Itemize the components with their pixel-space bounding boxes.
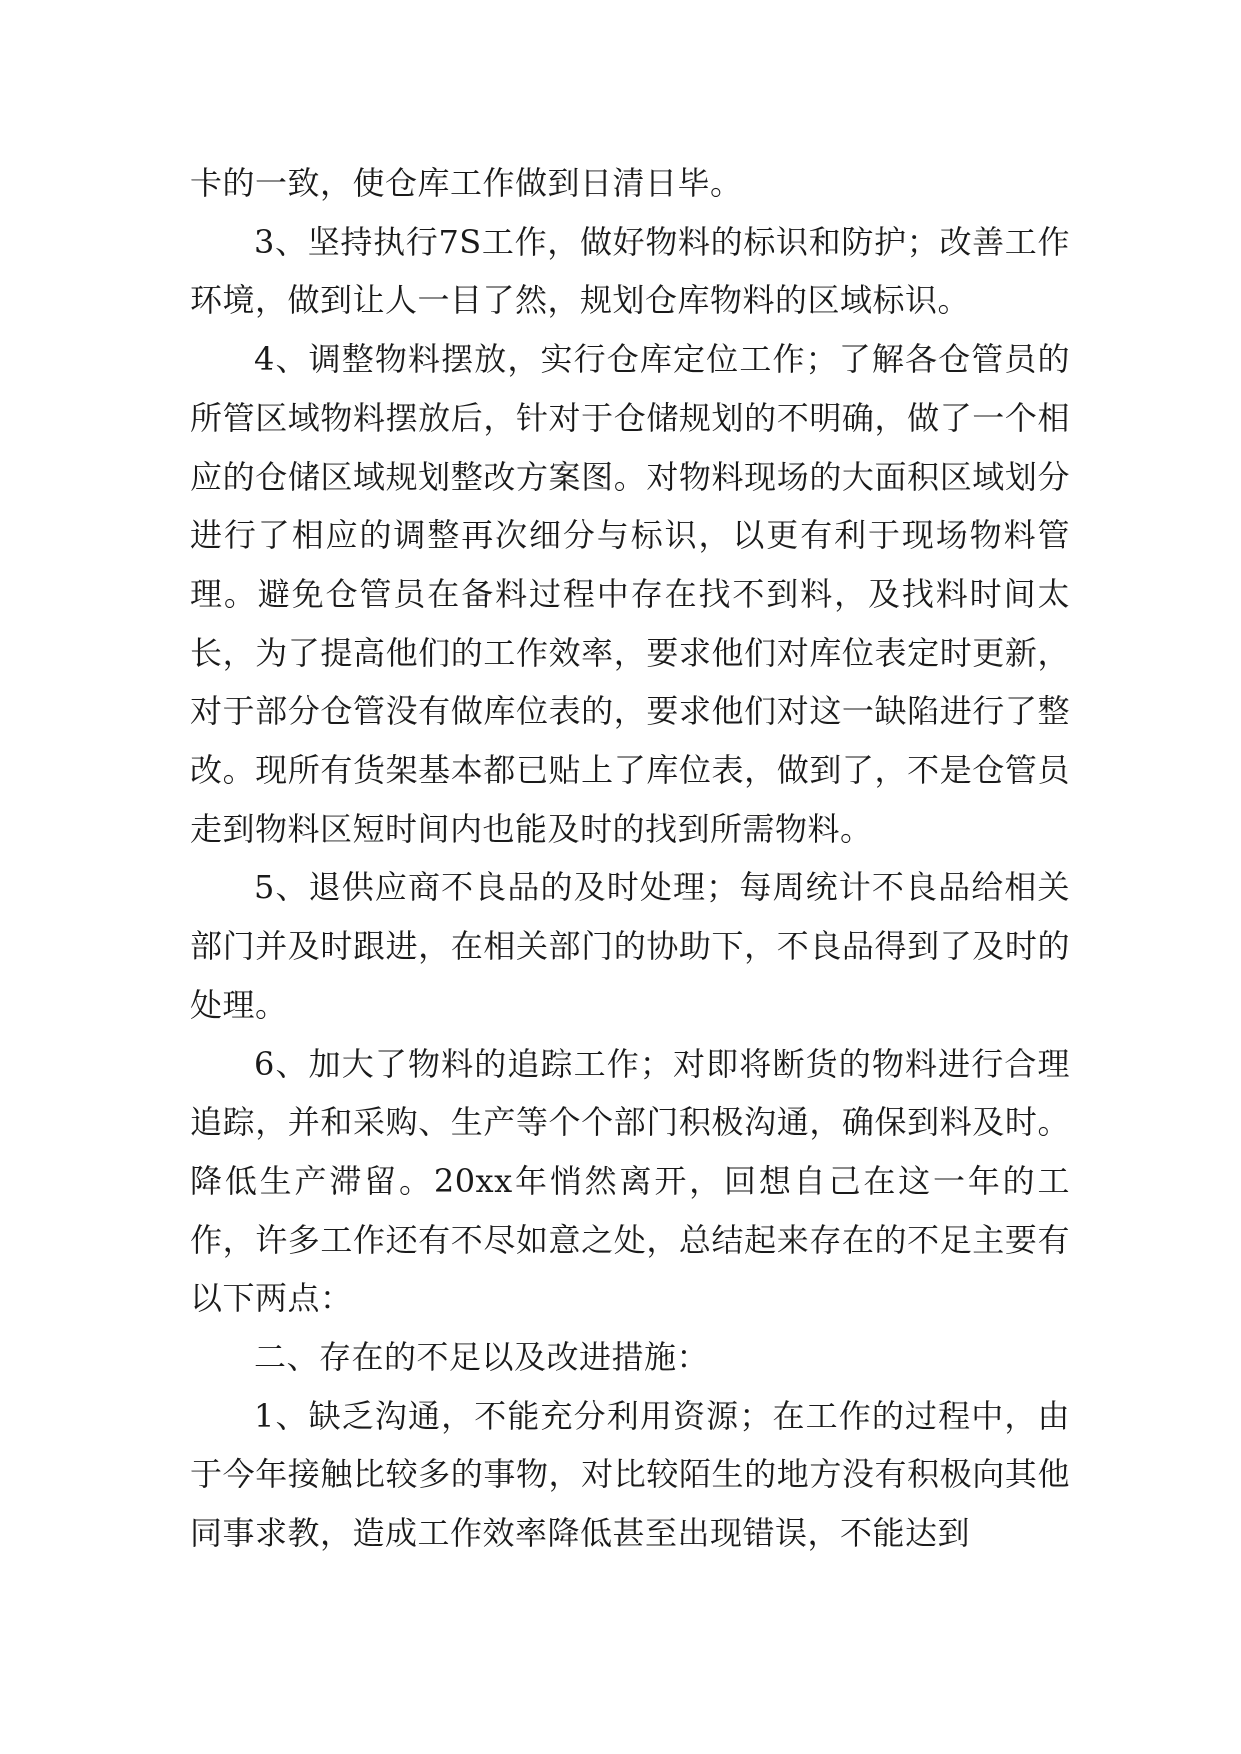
- paragraph-item-5: 5、退供应商不良品的及时处理；每周统计不良品给相关部门并及时跟进，在相关部门的协助下，不良品得到了及时的处理。: [190, 868, 1070, 1024]
- section-heading-shortcomings: 二、存在的不足以及改进措施：: [254, 1338, 710, 1377]
- paragraph-item-6: 6、加大了物料的追踪工作；对即将断货的物料进行合理追踪，并和采购、生产等个个部门积极沟通，确保到料及时。降低生产滞留。20xx年悄然离开，回想自己在这一年的工作，许多工作还有不尽如意之处，总结起来存在的不足主要有以下两点：: [190, 1044, 1070, 1318]
- paragraph-item-4: 4、调整物料摆放，实行仓库定位工作；了解各仓管员的所管区域物料摆放后，针对于仓储规划的不明确，做了一个相应的仓储区域规划整改方案图。对物料现场的大面积区域划分进行了相应的调整再次细分与标识，以更有利于现场物料管理。避免仓管员在备料过程中存在找不到料，及找料时间太长，为了提高他们的工作效率，要求他们对库位表定时更新，对于部分仓管没有做库位表的，要求他们对这一缺陷进行了整改。现所有货架基本都已贴上了库位表，做到了，不是仓管员走到物料区短时间内也能及时的找到所需物料。: [190, 340, 1070, 848]
- paragraph-item-3: 3、坚持执行7S工作，做好物料的标识和防护；改善工作环境，做到让人一目了然，规划仓库物料的区域标识。: [190, 222, 1070, 320]
- paragraph-shortcoming-1: 1、缺乏沟通，不能充分利用资源；在工作的过程中，由于今年接触比较多的事物，对比较陌生的地方没有积极向其他同事求教，造成工作效率降低甚至出现错误，不能达到: [190, 1396, 1070, 1553]
- document-body: [190, 154, 1070, 1563]
- paragraph-continuation: 卡的一致，使仓库工作做到日清日毕。: [190, 164, 743, 202]
